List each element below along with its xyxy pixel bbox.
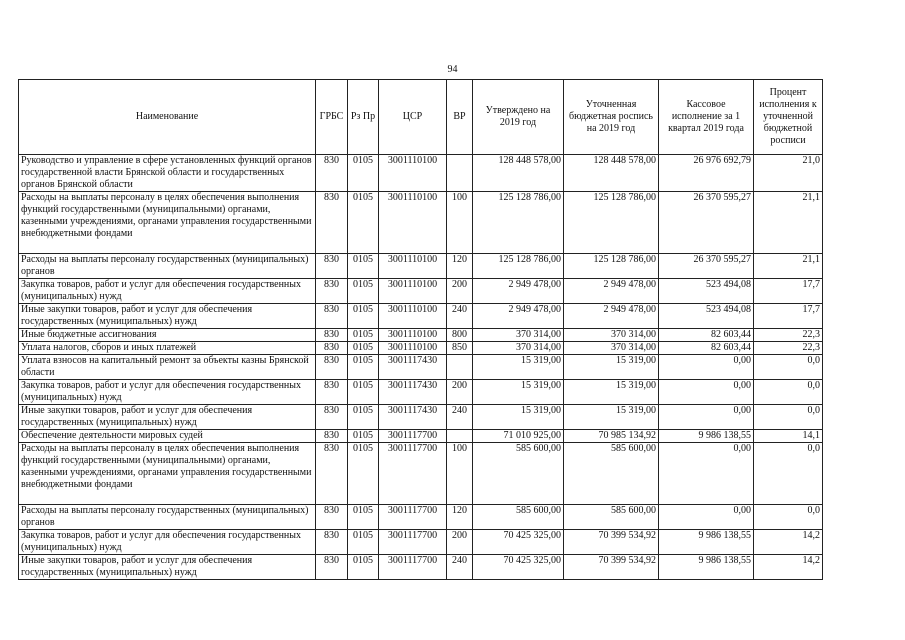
row-vr: 850 (447, 342, 473, 355)
row-grbs: 830 (316, 443, 348, 505)
row-cash: 26 370 595,27 (659, 254, 754, 279)
row-refined: 125 128 786,00 (564, 254, 659, 279)
row-grbs: 830 (316, 329, 348, 342)
row-refined: 370 314,00 (564, 329, 659, 342)
row-csr: 3001110100 (379, 155, 447, 192)
row-approved: 71 010 925,00 (473, 430, 564, 443)
row-percent: 22,3 (754, 342, 823, 355)
row-grbs: 830 (316, 355, 348, 380)
table-row (19, 555, 823, 580)
row-grbs: 830 (316, 192, 348, 254)
header-rzpr: Рз Пр (348, 80, 379, 155)
header-percent: Процент исполнения к уточненной бюджетной росписи (754, 80, 823, 155)
row-cash: 26 976 692,79 (659, 155, 754, 192)
row-grbs: 830 (316, 430, 348, 443)
row-grbs: 830 (316, 155, 348, 192)
table-row (19, 530, 823, 555)
row-csr: 3001110100 (379, 279, 447, 304)
row-name: Закупка товаров, работ и услуг для обеспечения государственных (муниципальных) нужд (19, 380, 316, 405)
row-vr (447, 430, 473, 443)
row-grbs: 830 (316, 505, 348, 530)
row-vr (447, 155, 473, 192)
row-cash: 82 603,44 (659, 342, 754, 355)
row-approved: 128 448 578,00 (473, 155, 564, 192)
row-grbs: 830 (316, 555, 348, 580)
row-percent: 21,1 (754, 254, 823, 279)
row-csr: 3001117430 (379, 405, 447, 430)
row-vr: 240 (447, 304, 473, 329)
row-approved: 125 128 786,00 (473, 192, 564, 254)
row-name: Расходы на выплаты персоналу государственных (муниципальных) органов (19, 505, 316, 530)
row-approved: 15 319,00 (473, 355, 564, 380)
row-rzpr: 0105 (348, 530, 379, 555)
row-csr: 3001110100 (379, 254, 447, 279)
row-name: Уплата налогов, сборов и иных платежей (19, 342, 316, 355)
header-row (19, 80, 823, 155)
row-approved: 2 949 478,00 (473, 304, 564, 329)
row-csr: 3001117430 (379, 355, 447, 380)
row-csr: 3001117700 (379, 430, 447, 443)
row-rzpr: 0105 (348, 430, 379, 443)
row-approved: 370 314,00 (473, 329, 564, 342)
row-cash: 523 494,08 (659, 279, 754, 304)
table-row (19, 329, 823, 342)
row-refined: 70 399 534,92 (564, 530, 659, 555)
row-name: Расходы на выплаты персоналу государственных (муниципальных) органов (19, 254, 316, 279)
row-grbs: 830 (316, 279, 348, 304)
row-rzpr: 0105 (348, 254, 379, 279)
row-cash: 82 603,44 (659, 329, 754, 342)
row-name: Обеспечение деятельности мировых судей (19, 430, 316, 443)
row-percent: 21,0 (754, 155, 823, 192)
row-percent: 0,0 (754, 505, 823, 530)
row-refined: 585 600,00 (564, 505, 659, 530)
row-csr: 3001110100 (379, 304, 447, 329)
header-refined: Уточненная бюджетная роспись на 2019 год (564, 80, 659, 155)
row-percent: 17,7 (754, 279, 823, 304)
table-body (19, 155, 823, 580)
row-percent: 14,2 (754, 530, 823, 555)
table-row (19, 355, 823, 380)
row-refined: 70 985 134,92 (564, 430, 659, 443)
row-name: Закупка товаров, работ и услуг для обеспечения государственных (муниципальных) нужд (19, 279, 316, 304)
header-name: Наименование (19, 80, 316, 155)
table-row (19, 342, 823, 355)
row-rzpr: 0105 (348, 505, 379, 530)
row-vr: 100 (447, 443, 473, 505)
row-csr: 3001117700 (379, 505, 447, 530)
row-refined: 2 949 478,00 (564, 279, 659, 304)
row-name: Иные закупки товаров, работ и услуг для обеспечения государственных (муниципальных) нужд (19, 405, 316, 430)
row-cash: 26 370 595,27 (659, 192, 754, 254)
row-csr: 3001117700 (379, 530, 447, 555)
table-row (19, 443, 823, 505)
row-vr: 200 (447, 530, 473, 555)
row-grbs: 830 (316, 342, 348, 355)
row-vr: 200 (447, 279, 473, 304)
row-grbs: 830 (316, 254, 348, 279)
row-vr: 200 (447, 380, 473, 405)
budget-table (18, 79, 823, 580)
row-rzpr: 0105 (348, 155, 379, 192)
row-rzpr: 0105 (348, 380, 379, 405)
row-approved: 585 600,00 (473, 443, 564, 505)
row-name: Расходы на выплаты персоналу в целях обеспечения выполнения функций государственными (муниципальными) органами, казенными учреждениями, органами управления государственными внебюджетными фондами (19, 192, 316, 254)
table-row (19, 279, 823, 304)
row-cash: 0,00 (659, 355, 754, 380)
row-cash: 9 986 138,55 (659, 555, 754, 580)
table-row (19, 254, 823, 279)
row-grbs: 830 (316, 380, 348, 405)
row-rzpr: 0105 (348, 405, 379, 430)
header-approved: Утверждено на 2019 год (473, 80, 564, 155)
row-cash: 0,00 (659, 380, 754, 405)
row-csr: 3001110100 (379, 342, 447, 355)
row-grbs: 830 (316, 405, 348, 430)
row-percent: 0,0 (754, 443, 823, 505)
table-row (19, 380, 823, 405)
page-number: 94 (447, 64, 458, 75)
row-percent: 17,7 (754, 304, 823, 329)
row-csr: 3001117430 (379, 380, 447, 405)
row-percent: 22,3 (754, 329, 823, 342)
row-cash: 523 494,08 (659, 304, 754, 329)
row-approved: 15 319,00 (473, 380, 564, 405)
row-csr: 3001110100 (379, 192, 447, 254)
row-vr: 100 (447, 192, 473, 254)
row-approved: 370 314,00 (473, 342, 564, 355)
row-percent: 0,0 (754, 380, 823, 405)
table-row (19, 155, 823, 192)
row-refined: 2 949 478,00 (564, 304, 659, 329)
table-row (19, 430, 823, 443)
row-refined: 15 319,00 (564, 380, 659, 405)
row-csr: 3001117700 (379, 443, 447, 505)
row-csr: 3001117700 (379, 555, 447, 580)
row-name: Закупка товаров, работ и услуг для обеспечения государственных (муниципальных) нужд (19, 530, 316, 555)
row-approved: 125 128 786,00 (473, 254, 564, 279)
row-name: Расходы на выплаты персоналу в целях обеспечения выполнения функций государственными (муниципальными) органами, казенными учреждениями, органами управления государственными внебюджетными фондами (19, 443, 316, 505)
row-refined: 15 319,00 (564, 355, 659, 380)
row-grbs: 830 (316, 530, 348, 555)
row-vr: 240 (447, 405, 473, 430)
row-rzpr: 0105 (348, 555, 379, 580)
row-name: Иные закупки товаров, работ и услуг для обеспечения государственных (муниципальных) нужд (19, 555, 316, 580)
row-refined: 585 600,00 (564, 443, 659, 505)
row-name: Уплата взносов на капитальный ремонт за объекты казны Брянской области (19, 355, 316, 380)
row-rzpr: 0105 (348, 304, 379, 329)
row-grbs: 830 (316, 304, 348, 329)
row-cash: 0,00 (659, 443, 754, 505)
table-row (19, 405, 823, 430)
row-approved: 70 425 325,00 (473, 555, 564, 580)
row-refined: 128 448 578,00 (564, 155, 659, 192)
row-name: Иные закупки товаров, работ и услуг для обеспечения государственных (муниципальных) нужд (19, 304, 316, 329)
row-approved: 2 949 478,00 (473, 279, 564, 304)
row-csr: 3001110100 (379, 329, 447, 342)
header-cash: Кассовое исполнение за 1 квартал 2019 года (659, 80, 754, 155)
row-vr (447, 355, 473, 380)
header-vr: ВР (447, 80, 473, 155)
row-rzpr: 0105 (348, 279, 379, 304)
row-refined: 70 399 534,92 (564, 555, 659, 580)
row-vr: 120 (447, 505, 473, 530)
row-cash: 0,00 (659, 505, 754, 530)
row-vr: 800 (447, 329, 473, 342)
row-percent: 21,1 (754, 192, 823, 254)
row-rzpr: 0105 (348, 342, 379, 355)
row-name: Иные бюджетные ассигнования (19, 329, 316, 342)
row-percent: 14,1 (754, 430, 823, 443)
row-refined: 125 128 786,00 (564, 192, 659, 254)
row-cash: 0,00 (659, 405, 754, 430)
header-csr: ЦСР (379, 80, 447, 155)
row-name: Руководство и управление в сфере установленных функций органов государственной власти Брянской области и государственных органов Брянской области (19, 155, 316, 192)
row-vr: 240 (447, 555, 473, 580)
row-rzpr: 0105 (348, 443, 379, 505)
row-refined: 370 314,00 (564, 342, 659, 355)
row-percent: 14,2 (754, 555, 823, 580)
row-approved: 70 425 325,00 (473, 530, 564, 555)
table-row (19, 505, 823, 530)
row-approved: 15 319,00 (473, 405, 564, 430)
row-rzpr: 0105 (348, 192, 379, 254)
row-rzpr: 0105 (348, 355, 379, 380)
table-row (19, 304, 823, 329)
row-cash: 9 986 138,55 (659, 430, 754, 443)
header-grbs: ГРБС (316, 80, 348, 155)
table-row (19, 192, 823, 254)
row-vr: 120 (447, 254, 473, 279)
row-approved: 585 600,00 (473, 505, 564, 530)
row-percent: 0,0 (754, 405, 823, 430)
row-percent: 0,0 (754, 355, 823, 380)
row-cash: 9 986 138,55 (659, 530, 754, 555)
row-rzpr: 0105 (348, 329, 379, 342)
row-refined: 15 319,00 (564, 405, 659, 430)
